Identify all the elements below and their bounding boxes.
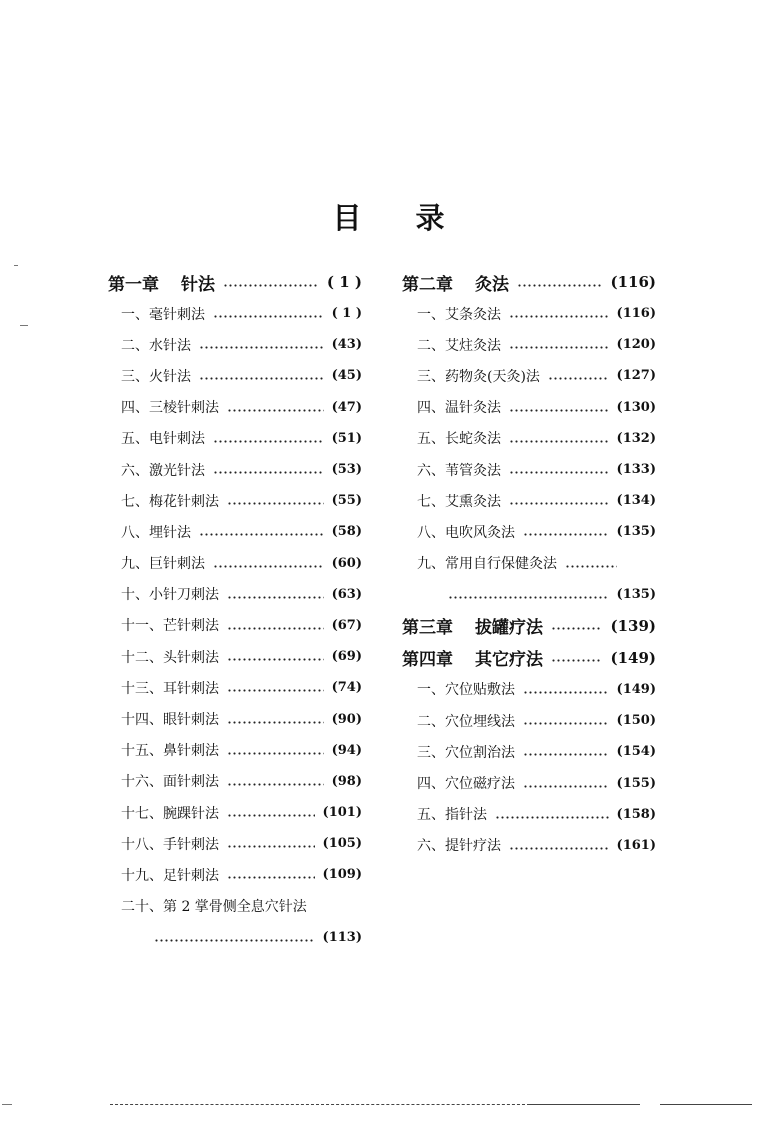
entry-title: 十三、耳针刺法 bbox=[121, 680, 219, 697]
entry-title: 七、梅花针刺法 bbox=[121, 493, 219, 510]
page-number: (127) bbox=[616, 368, 656, 384]
dot-leader bbox=[213, 565, 324, 568]
toc-entry bbox=[402, 485, 656, 516]
toc-entry bbox=[108, 922, 362, 953]
entry-title: 五、电针刺法 bbox=[121, 431, 205, 448]
entry-title: 八、电吹风灸法 bbox=[417, 524, 515, 541]
dot-leader bbox=[227, 752, 324, 755]
entry-title: 针法 bbox=[181, 274, 215, 295]
toc-entry bbox=[108, 579, 362, 610]
entry-title: 七、艾熏灸法 bbox=[417, 493, 501, 510]
page-number: (130) bbox=[616, 399, 656, 415]
page-number: (69) bbox=[331, 649, 362, 665]
entry-title: 六、苇管灸法 bbox=[417, 462, 501, 479]
dot-leader bbox=[227, 502, 324, 505]
entry-title: 五、指针法 bbox=[417, 807, 487, 824]
dot-leader bbox=[509, 346, 609, 349]
entry-title: 十九、足针刺法 bbox=[121, 867, 219, 884]
toc-entry bbox=[402, 579, 656, 610]
toc-entry bbox=[108, 891, 362, 922]
toc-entry bbox=[402, 329, 656, 360]
dot-leader bbox=[199, 346, 324, 349]
dot-leader bbox=[227, 689, 324, 692]
toc-entry bbox=[108, 735, 362, 766]
page-number: (150) bbox=[616, 713, 656, 729]
dot-leader bbox=[227, 409, 324, 412]
toc-entry bbox=[402, 830, 656, 861]
toc-entry bbox=[402, 423, 656, 454]
entry-title: 一、毫针刺法 bbox=[121, 306, 205, 323]
page-number: ( 1 ) bbox=[326, 273, 362, 291]
dot-leader bbox=[523, 691, 609, 694]
dot-leader bbox=[548, 377, 609, 380]
entry-title: 八、埋针法 bbox=[121, 524, 191, 541]
page-number: (60) bbox=[331, 555, 362, 571]
toc-entry bbox=[108, 703, 362, 734]
entry-title: 十七、腕踝针法 bbox=[121, 805, 219, 822]
entry-title: 十六、面针刺法 bbox=[121, 774, 219, 791]
entry-title: 二十、第 2 掌骨侧全息穴针法 bbox=[121, 899, 307, 916]
toc-entry bbox=[402, 298, 656, 329]
toc-entry bbox=[402, 360, 656, 391]
scan-mark bbox=[20, 325, 28, 326]
dot-leader bbox=[565, 565, 617, 568]
entry-title: 三、穴位割治法 bbox=[417, 744, 515, 761]
page-number: (90) bbox=[331, 711, 362, 727]
page-number: (109) bbox=[322, 867, 362, 883]
entry-title: 三、药物灸(天灸)法 bbox=[417, 368, 540, 385]
entry-title: 十一、芒针刺法 bbox=[121, 618, 219, 635]
entry-title: 十四、眼针刺法 bbox=[121, 712, 219, 729]
page-number: (113) bbox=[322, 929, 362, 945]
page-number: (58) bbox=[331, 524, 362, 540]
page-number: (155) bbox=[616, 775, 656, 791]
dot-leader bbox=[227, 658, 324, 661]
toc-entry bbox=[402, 516, 656, 547]
bottom-rule bbox=[530, 1104, 640, 1105]
toc-column-right bbox=[402, 266, 656, 861]
toc-entry bbox=[108, 485, 362, 516]
page-number: (74) bbox=[331, 680, 362, 696]
dot-leader bbox=[227, 783, 324, 786]
page-number: (101) bbox=[322, 805, 362, 821]
toc-entry bbox=[108, 797, 362, 828]
dot-leader bbox=[509, 471, 609, 474]
page-number: (133) bbox=[616, 462, 656, 478]
page-number: (161) bbox=[616, 837, 656, 853]
page-number: ( 1 ) bbox=[331, 306, 362, 322]
dot-leader bbox=[509, 440, 609, 443]
toc-entry bbox=[108, 672, 362, 703]
toc-entry bbox=[402, 705, 656, 736]
dot-leader bbox=[213, 315, 324, 318]
page-number: (158) bbox=[616, 806, 656, 822]
entry-title: 六、激光针法 bbox=[121, 462, 205, 479]
page-number: (149) bbox=[616, 681, 656, 697]
entry-title: 四、温针灸法 bbox=[417, 400, 501, 417]
page-number: (63) bbox=[331, 586, 362, 602]
entry-title: 六、提针疗法 bbox=[417, 838, 501, 855]
dot-leader bbox=[213, 471, 324, 474]
dot-leader bbox=[154, 939, 315, 942]
dot-leader bbox=[199, 377, 324, 380]
bottom-rule bbox=[110, 1104, 530, 1105]
entry-title: 拔罐疗法 bbox=[475, 618, 543, 639]
toc-entry bbox=[108, 641, 362, 672]
chapter-number: 第四章 bbox=[402, 650, 453, 671]
page-number: (135) bbox=[616, 524, 656, 540]
page-number: (139) bbox=[610, 616, 656, 635]
entry-title: 十八、手针刺法 bbox=[121, 836, 219, 853]
entry-title: 十五、鼻针刺法 bbox=[121, 743, 219, 760]
page-title: 目 录 bbox=[332, 201, 467, 235]
toc-entry bbox=[108, 548, 362, 579]
entry-title: 其它疗法 bbox=[475, 650, 543, 671]
chapter-number: 第三章 bbox=[402, 618, 453, 639]
bottom-rule bbox=[660, 1104, 752, 1105]
dot-leader bbox=[523, 753, 609, 756]
dot-leader bbox=[551, 659, 602, 662]
dot-leader bbox=[227, 814, 315, 817]
toc-entry bbox=[108, 516, 362, 547]
dot-leader bbox=[227, 876, 315, 879]
entry-title: 三、火针法 bbox=[121, 368, 191, 385]
entry-title: 九、常用自行保健灸法 bbox=[417, 556, 557, 573]
toc-entry bbox=[402, 392, 656, 423]
dot-leader bbox=[509, 409, 609, 412]
page-number: (116) bbox=[616, 306, 656, 322]
dot-leader bbox=[495, 816, 609, 819]
page-number: (135) bbox=[616, 586, 656, 602]
scan-mark bbox=[14, 265, 18, 266]
page-number: (116) bbox=[610, 273, 656, 291]
toc-entry bbox=[402, 548, 656, 579]
toc-entry bbox=[108, 392, 362, 423]
entry-title: 五、长蛇灸法 bbox=[417, 431, 501, 448]
dot-leader bbox=[223, 284, 319, 287]
dot-leader bbox=[509, 847, 609, 850]
dot-leader bbox=[509, 315, 609, 318]
entry-title: 二、艾炷灸法 bbox=[417, 337, 501, 354]
toc-entry bbox=[108, 766, 362, 797]
toc-chapter bbox=[402, 642, 656, 674]
toc-entry bbox=[402, 799, 656, 830]
dot-leader bbox=[227, 845, 315, 848]
toc-entry bbox=[402, 736, 656, 767]
toc-entry bbox=[108, 828, 362, 859]
toc-entry bbox=[108, 454, 362, 485]
toc-entry bbox=[108, 610, 362, 641]
toc-entry bbox=[402, 767, 656, 798]
toc-entry bbox=[108, 859, 362, 890]
page-number: (94) bbox=[331, 742, 362, 758]
toc-chapter bbox=[402, 610, 656, 642]
dot-leader bbox=[227, 596, 324, 599]
entry-title: 四、穴位磁疗法 bbox=[417, 776, 515, 793]
toc-entry bbox=[108, 329, 362, 360]
page-number: (67) bbox=[331, 617, 362, 633]
entry-title: 二、水针法 bbox=[121, 337, 191, 354]
dot-leader bbox=[523, 722, 609, 725]
dot-leader bbox=[448, 596, 609, 599]
toc-entry bbox=[402, 454, 656, 485]
page-number: (105) bbox=[322, 836, 362, 852]
dot-leader bbox=[227, 721, 324, 724]
page-number: (55) bbox=[331, 493, 362, 509]
chapter-number: 第一章 bbox=[108, 274, 159, 295]
entry-title: 十、小针刀刺法 bbox=[121, 587, 219, 604]
dot-leader bbox=[517, 284, 602, 287]
dot-leader bbox=[523, 533, 609, 536]
toc-entry bbox=[108, 298, 362, 329]
toc-chapter bbox=[402, 266, 656, 298]
entry-title: 二、穴位埋线法 bbox=[417, 713, 515, 730]
toc-entry bbox=[108, 423, 362, 454]
entry-title: 灸法 bbox=[475, 274, 509, 295]
page-number: (120) bbox=[616, 337, 656, 353]
toc-column-left bbox=[108, 266, 362, 953]
chapter-number: 第二章 bbox=[402, 274, 453, 295]
page-number: (51) bbox=[331, 430, 362, 446]
page-number: (154) bbox=[616, 744, 656, 760]
entry-title: 一、艾条灸法 bbox=[417, 306, 501, 323]
page-number: (134) bbox=[616, 493, 656, 509]
page-number: (43) bbox=[331, 337, 362, 353]
dot-leader bbox=[227, 627, 324, 630]
page-number: (47) bbox=[331, 399, 362, 415]
page-number: (45) bbox=[331, 368, 362, 384]
page-number: (149) bbox=[610, 648, 656, 667]
toc-chapter bbox=[108, 266, 362, 298]
page-number: (53) bbox=[331, 462, 362, 478]
entry-title: 十二、头针刺法 bbox=[121, 649, 219, 666]
scan-mark bbox=[2, 1104, 12, 1105]
dot-leader bbox=[523, 785, 609, 788]
dot-leader bbox=[509, 502, 609, 505]
toc-entry bbox=[402, 674, 656, 705]
entry-title: 九、巨针刺法 bbox=[121, 556, 205, 573]
entry-title: 四、三棱针刺法 bbox=[121, 400, 219, 417]
toc-entry bbox=[108, 360, 362, 391]
page-number: (132) bbox=[616, 430, 656, 446]
page-number: (98) bbox=[331, 773, 362, 789]
dot-leader bbox=[213, 440, 324, 443]
dot-leader bbox=[199, 533, 324, 536]
entry-title: 一、穴位贴敷法 bbox=[417, 682, 515, 699]
dot-leader bbox=[551, 627, 602, 630]
